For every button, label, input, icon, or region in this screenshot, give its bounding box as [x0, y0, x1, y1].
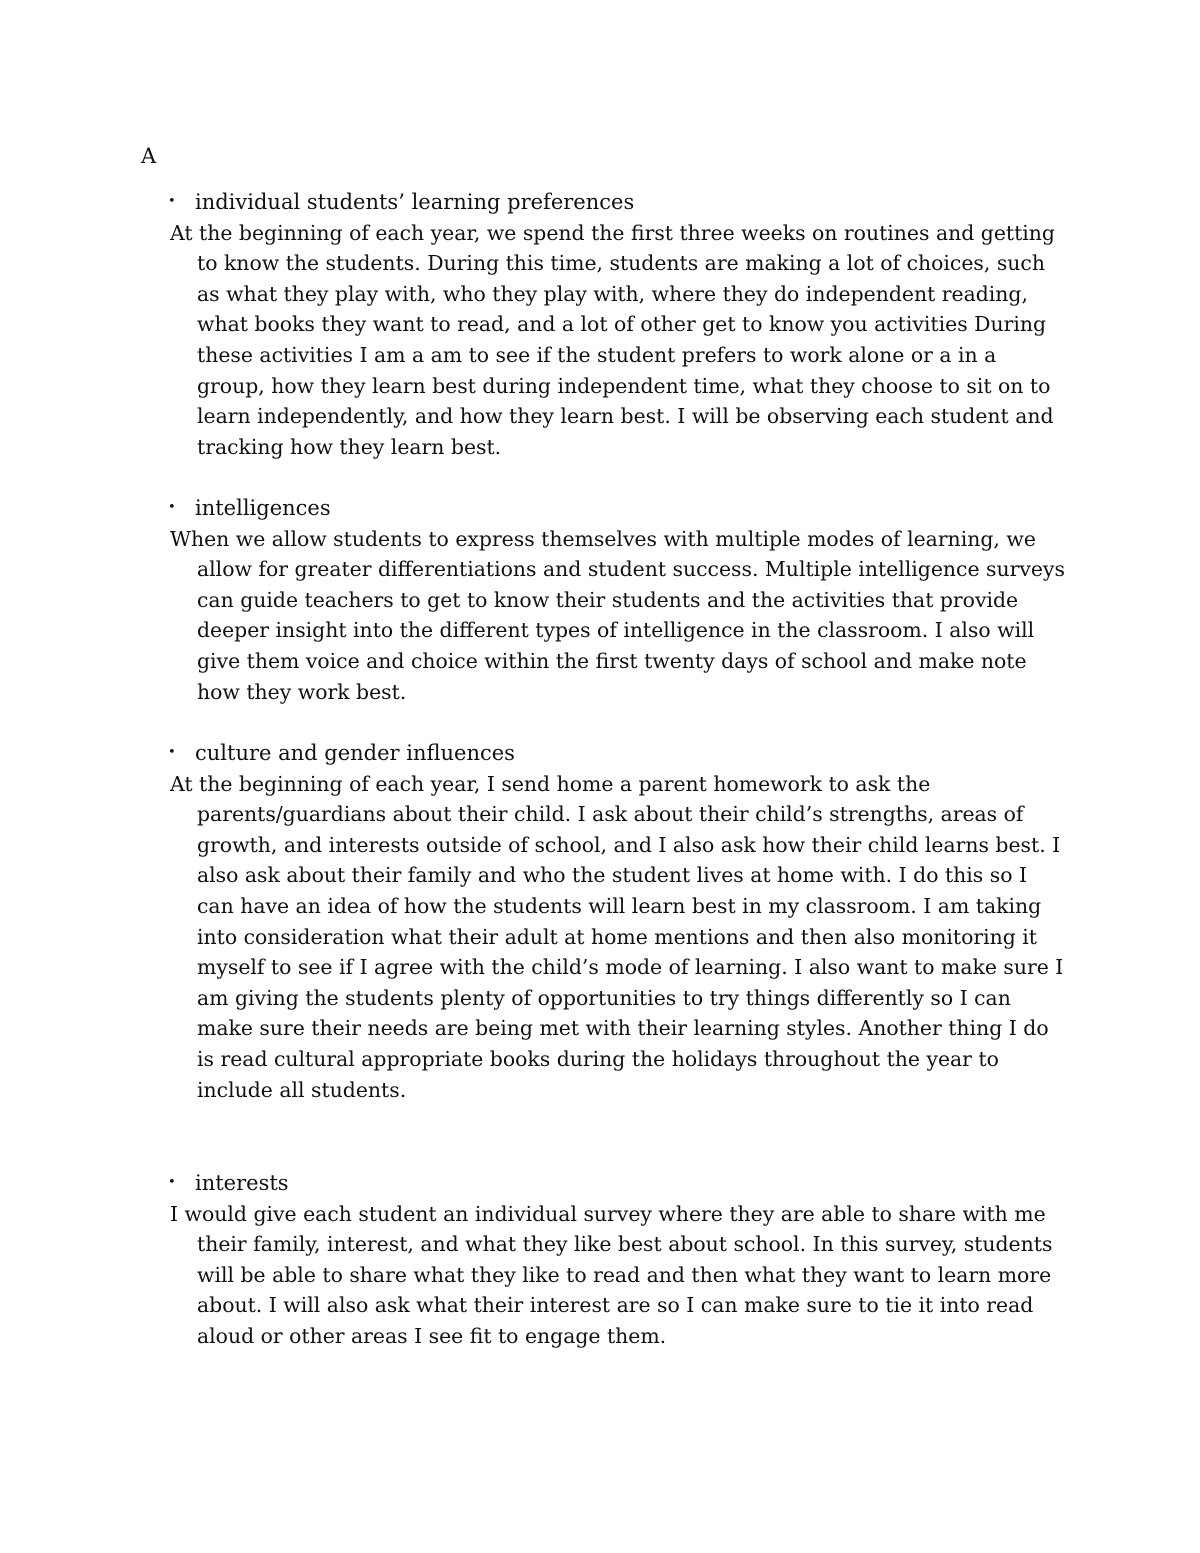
document-heading: A	[141, 144, 157, 168]
bullet-icon: •	[168, 194, 176, 209]
section-intelligences	[0, 493, 1200, 707]
bullet-label: interests	[195, 1171, 289, 1195]
bullet-item	[0, 1168, 1200, 1199]
section-interests	[0, 1168, 1200, 1352]
section-paragraph: When we allow students to express themselves with multiple modes of learning, we allow for greater differentiations and student success. Multiple intelligence surveys can guide teachers to get to know their students and the activities that provide deeper insight into the different types of intelligence in the classroom. I also will give them voice and choice within the first twenty days of school and make note how they work best.	[170, 526, 1065, 704]
section-learning-preferences	[0, 187, 1200, 462]
bullet-icon: •	[168, 745, 176, 760]
section-paragraph: At the beginning of each year, I send home a parent homework to ask the parents/guardians about their child. I ask about their child’s strengths, areas of growth, and interests outside of school, and I also ask how their child learns best. I also ask about their family and who the student lives at home with. I do this so I can have an idea of how the students will learn best in my classroom. I am taking into consideration what their adult at home mentions and then also monitoring it myself to see if I agree with the child’s mode of learning. I also want to make sure I am giving the students plenty of opportunities to try things differently so I can make sure their needs are being met with their learning styles. Another thing I do is read cultural appropriate books during the holidays throughout the year to include all students.	[170, 771, 1064, 1102]
bullet-label: individual students’ learning preferences	[195, 190, 635, 214]
bullet-item	[0, 493, 1200, 524]
bullet-label: culture and gender influences	[195, 741, 515, 765]
section-paragraph: I would give each student an individual survey where they are able to share with me their family, interest, and what they like best about school. In this survey, students will be able to share what they like to read and then what they want to learn more about. I will also ask what their interest are so I can make sure to tie it into read aloud or other areas I see fit to engage them.	[170, 1201, 1053, 1348]
section-paragraph: At the beginning of each year, we spend the first three weeks on routines and getting to know the students. During this time, students are making a lot of choices, such as what they play with, who they play with, where they do independent reading, what books they want to read, and a lot of other get to know you activities During these activities I am a am to see if the student prefers to work alone or a in a group, how they learn best during independent time, what they choose to sit on to learn independently, and how they learn best. I will be observing each student and tracking how they learn best.	[170, 220, 1055, 459]
bullet-item	[0, 738, 1200, 769]
bullet-item	[0, 187, 1200, 218]
bullet-icon: •	[168, 1175, 176, 1190]
bullet-label: intelligences	[195, 496, 331, 520]
section-culture-gender	[0, 738, 1200, 1105]
bullet-icon: •	[168, 500, 176, 515]
